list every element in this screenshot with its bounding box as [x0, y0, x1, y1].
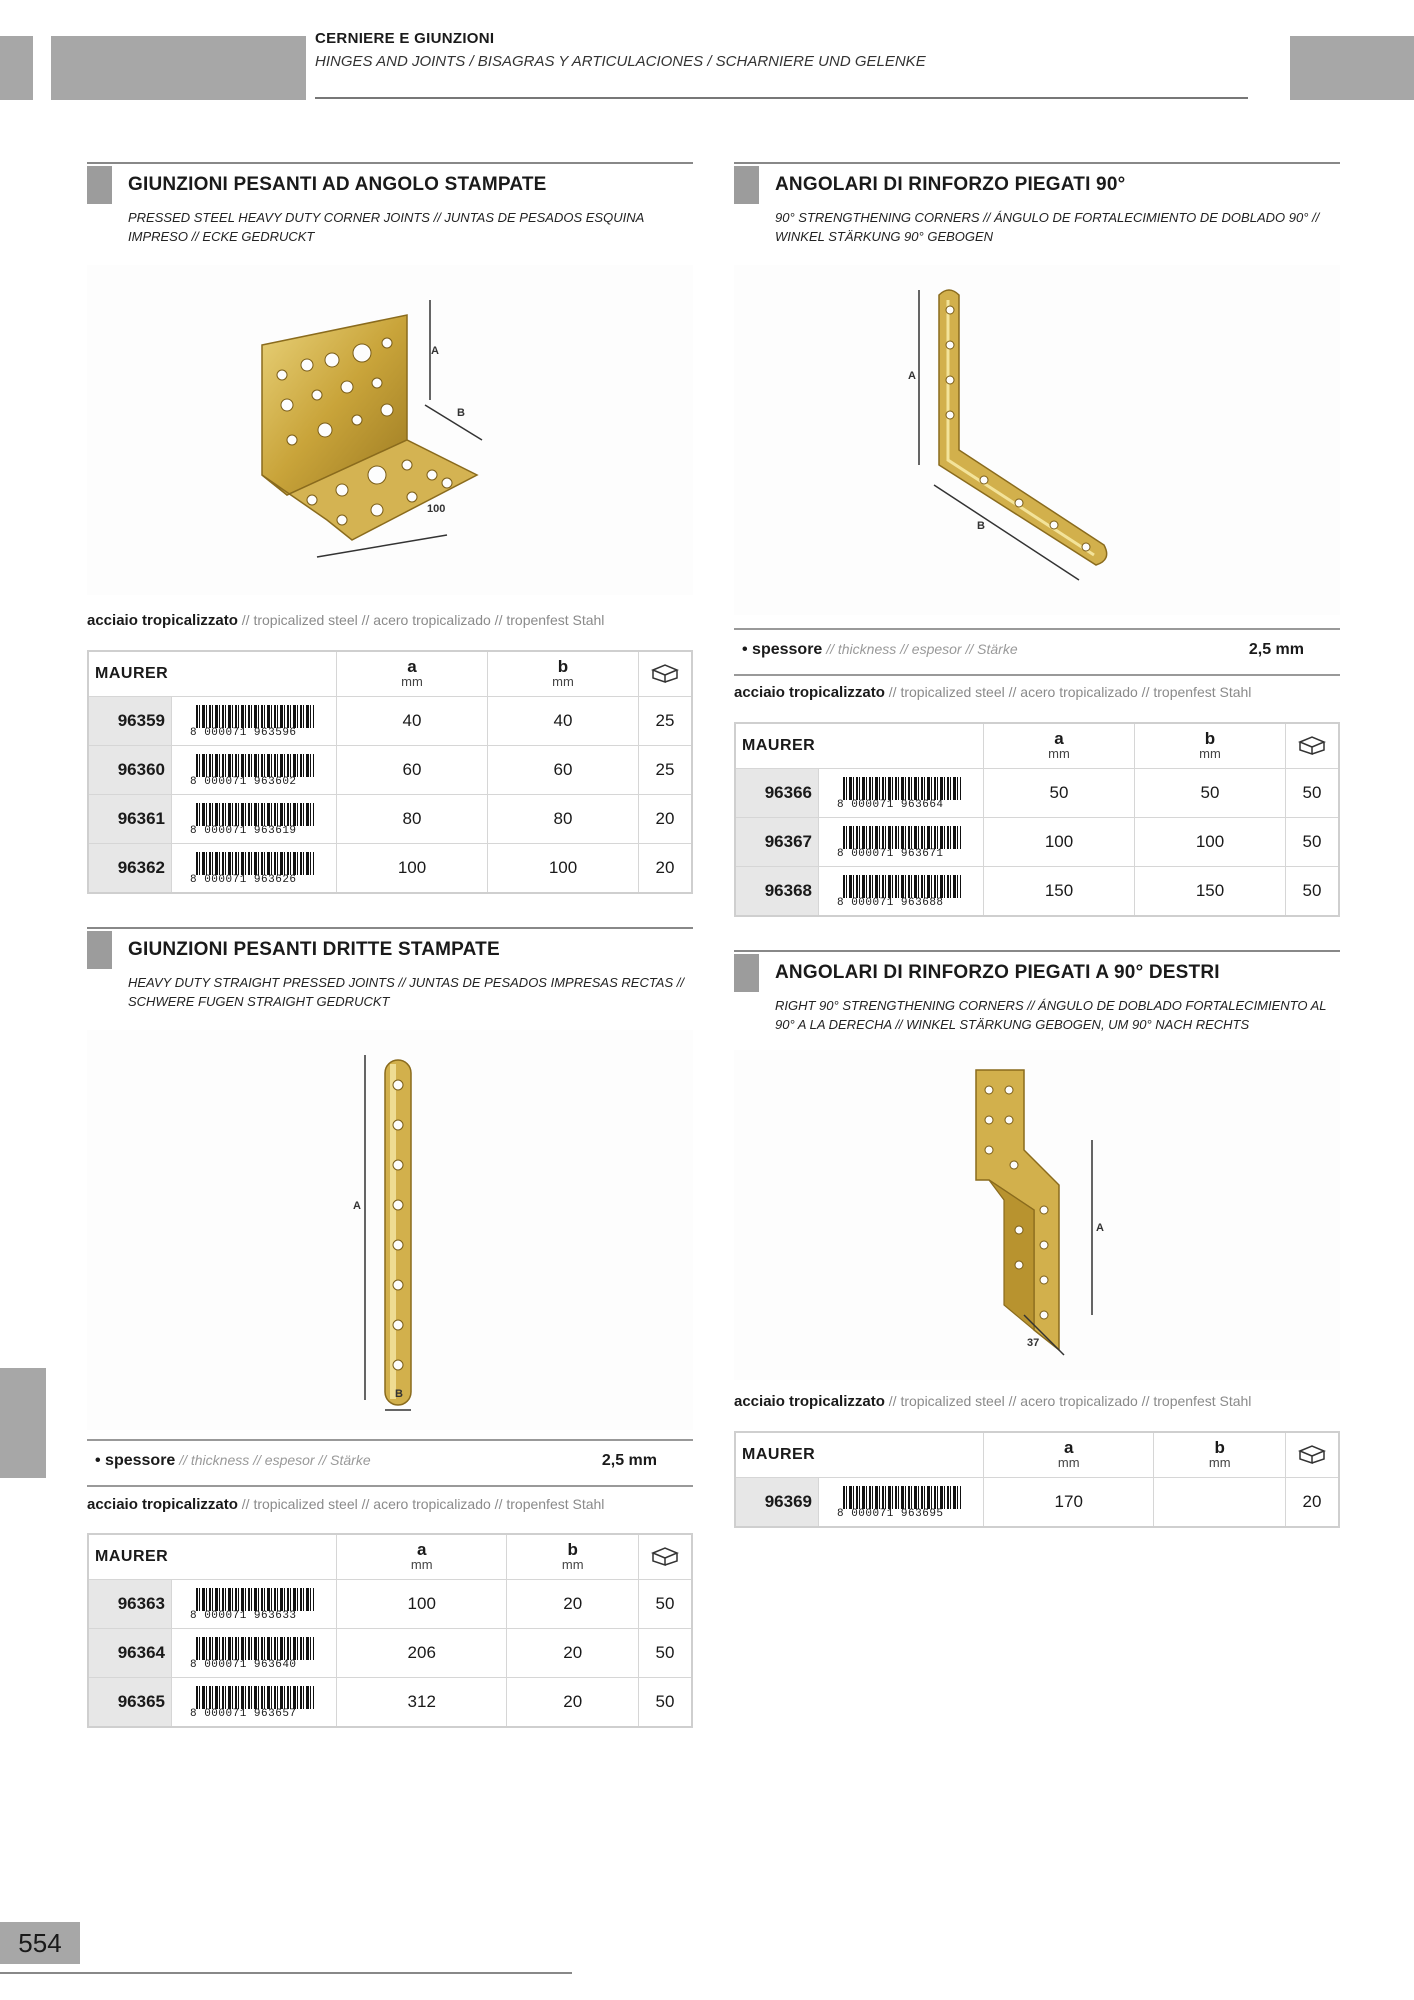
product-code: 96364 — [88, 1629, 172, 1678]
dimension-label-length: 37 — [1027, 1337, 1040, 1349]
pack-qty: 25 — [639, 746, 693, 795]
ean-code: 8 000071 963633 — [190, 1611, 318, 1622]
value-a: 40 — [337, 697, 488, 746]
spec-table-s2 — [734, 722, 1340, 917]
dimension-label-a: A — [431, 345, 439, 357]
section-divider — [87, 927, 693, 929]
barcode — [172, 795, 337, 844]
dimension-label-length: 100 — [427, 503, 446, 515]
value-a: 100 — [337, 1580, 507, 1629]
dimension-label-a: A — [1096, 1222, 1104, 1234]
dimension-label-b: B — [457, 407, 465, 419]
value-b: 100 — [488, 844, 639, 894]
value-b: 40 — [488, 697, 639, 746]
product-code: 96368 — [735, 867, 819, 917]
dimension-label-b: B — [395, 1388, 403, 1400]
table-row — [88, 746, 692, 795]
col-header-a: a mm — [984, 723, 1135, 769]
dimension-label-a: A — [908, 370, 916, 382]
col-header-b: b mm — [1135, 723, 1286, 769]
material-label: acciaio tropicalizzato — [734, 684, 885, 701]
thickness-label: spessore — [752, 641, 823, 658]
product-code: 96366 — [735, 769, 819, 818]
col-header-b: b mm — [488, 651, 639, 697]
product-code: 96359 — [88, 697, 172, 746]
barcode — [819, 867, 984, 917]
page-number: 554 — [0, 1922, 80, 1964]
product-code: 96361 — [88, 795, 172, 844]
box-icon — [1286, 1432, 1340, 1478]
value-b: 60 — [488, 746, 639, 795]
thickness-translations: // thickness // espesor // Stärke — [175, 1452, 371, 1468]
pack-qty: 50 — [639, 1678, 693, 1728]
ean-code: 8 000071 963671 — [837, 849, 965, 860]
material-line — [734, 684, 1251, 701]
section-marker — [734, 166, 759, 204]
value-a: 60 — [337, 746, 488, 795]
value-b: 150 — [1135, 867, 1286, 917]
value-a: 150 — [984, 867, 1135, 917]
header-divider — [315, 97, 1248, 99]
page-header-title: CERNIERE E GIUNZIONI — [315, 30, 495, 47]
ean-code: 8 000071 963664 — [837, 800, 965, 811]
section-divider — [87, 162, 693, 164]
box-icon — [1286, 723, 1340, 769]
table-header-row — [88, 1534, 692, 1580]
col-header-a: a mm — [337, 1534, 507, 1580]
table-row — [88, 1629, 692, 1678]
section-title: ANGOLARI DI RINFORZO PIEGATI A 90° DESTRI — [775, 962, 1220, 983]
table-row — [735, 867, 1339, 917]
page-header-subtitle: HINGES AND JOINTS / BISAGRAS Y ARTICULACIONES / SCHARNIERE UND GELENKE — [315, 53, 926, 70]
product-code: 96365 — [88, 1678, 172, 1728]
ean-code: 8 000071 963695 — [837, 1509, 965, 1520]
section-divider — [734, 162, 1340, 164]
table-row — [735, 818, 1339, 867]
material-line — [87, 1496, 604, 1513]
ean-code: 8 000071 963619 — [190, 826, 318, 837]
col-header-b: b mm — [507, 1534, 639, 1580]
product-image-right-corner — [734, 1050, 1340, 1380]
value-a: 312 — [337, 1678, 507, 1728]
product-code: 96369 — [735, 1478, 819, 1528]
value-b: 20 — [507, 1580, 639, 1629]
pack-qty: 50 — [1286, 867, 1340, 917]
ean-code: 8 000071 963602 — [190, 777, 318, 788]
pack-qty: 50 — [1286, 769, 1340, 818]
dimension-label-a: A — [353, 1200, 361, 1212]
thickness-row: • spessore // thickness // espesor // Stärke 2,5 mm — [734, 628, 1340, 676]
right-tab — [1290, 36, 1414, 100]
spec-table-s1 — [87, 650, 693, 894]
value-b: 20 — [507, 1629, 639, 1678]
table-row — [735, 769, 1339, 818]
value-a: 170 — [984, 1478, 1154, 1528]
spec-table-s3 — [87, 1533, 693, 1728]
value-a: 206 — [337, 1629, 507, 1678]
product-code: 96363 — [88, 1580, 172, 1629]
table-row — [88, 697, 692, 746]
section-subtitle: RIGHT 90° STRENGTHENING CORNERS // ÁNGULO DE DOBLADO FORTALECIMIENTO AL 90° A LA DERECHA // WINKEL STÄRKUNG GEBOGEN, UM 90° NACH RECHTS — [775, 998, 1327, 1032]
brand-logo: MAURER — [88, 1534, 337, 1580]
product-code: 96367 — [735, 818, 819, 867]
brand-logo: MAURER — [735, 723, 984, 769]
barcode — [819, 818, 984, 867]
thickness-value: 2,5 mm — [601, 1452, 657, 1469]
barcode — [172, 697, 337, 746]
product-code: 96362 — [88, 844, 172, 894]
value-a: 50 — [984, 769, 1135, 818]
ean-code: 8 000071 963596 — [190, 728, 318, 739]
col-header-b: b mm — [1154, 1432, 1286, 1478]
barcode — [172, 1629, 337, 1678]
product-image-straight-joint — [87, 1030, 693, 1430]
value-b: 80 — [488, 795, 639, 844]
material-translations: // tropicalized steel // acero tropicalizado // tropenfest Stahl — [237, 612, 605, 628]
material-label: acciaio tropicalizzato — [87, 612, 238, 629]
material-translations: // tropicalized steel // acero tropicalizado // tropenfest Stahl — [884, 684, 1252, 700]
section-subtitle: 90° STRENGTHENING CORNERS // ÁNGULO DE FORTALECIMIENTO DE DOBLADO 90° // WINKEL STÄRKUNG 90° GEBOGEN — [775, 210, 1320, 244]
thickness-value: 2,5 mm — [1248, 641, 1304, 658]
box-icon — [639, 651, 693, 697]
section-marker — [734, 954, 759, 992]
col-header-a: a mm — [984, 1432, 1154, 1478]
barcode — [172, 844, 337, 894]
value-b: 100 — [1135, 818, 1286, 867]
material-label: acciaio tropicalizzato — [87, 1496, 238, 1513]
footer-divider — [0, 1972, 572, 1974]
product-image-corner-joint — [87, 265, 693, 595]
thickness-translations: // thickness // espesor // Stärke — [822, 641, 1018, 657]
brand-logo: MAURER — [88, 651, 337, 697]
section-subtitle: PRESSED STEEL HEAVY DUTY CORNER JOINTS // JUNTAS DE PESADOS ESQUINA IMPRESO // ECKE GEDRUCKT — [128, 210, 644, 244]
table-header-row — [735, 1432, 1339, 1478]
section-subtitle: HEAVY DUTY STRAIGHT PRESSED JOINTS // JUNTAS DE PESADOS IMPRESAS RECTAS // SCHWERE FUGEN STRAIGHT GEDRUCKT — [128, 975, 684, 1009]
value-b: 20 — [507, 1678, 639, 1728]
ean-code: 8 000071 963640 — [190, 1660, 318, 1671]
section-title: GIUNZIONI PESANTI DRITTE STAMPATE — [128, 939, 500, 960]
section-marker — [87, 166, 112, 204]
value-b — [1154, 1478, 1286, 1528]
pack-qty: 20 — [639, 844, 693, 894]
box-icon — [639, 1534, 693, 1580]
table-row — [88, 844, 692, 894]
pack-qty: 50 — [1286, 818, 1340, 867]
product-image-strengthening-corner — [734, 265, 1340, 615]
header-tab — [51, 36, 306, 100]
pack-qty: 50 — [639, 1629, 693, 1678]
table-row — [88, 795, 692, 844]
table-row — [88, 1678, 692, 1728]
col-header-a: a mm — [337, 651, 488, 697]
material-line — [87, 612, 604, 629]
section-marker — [87, 931, 112, 969]
ean-code: 8 000071 963688 — [837, 898, 965, 909]
section-title: ANGOLARI DI RINFORZO PIEGATI 90° — [775, 174, 1126, 195]
product-code: 96360 — [88, 746, 172, 795]
material-translations: // tropicalized steel // acero tropicalizado // tropenfest Stahl — [237, 1496, 605, 1512]
barcode — [819, 1478, 984, 1528]
ean-code: 8 000071 963657 — [190, 1709, 318, 1720]
table-header-row — [88, 651, 692, 697]
table-row — [735, 1478, 1339, 1528]
table-row — [88, 1580, 692, 1629]
pack-qty: 20 — [1286, 1478, 1340, 1528]
barcode — [172, 746, 337, 795]
barcode — [819, 769, 984, 818]
barcode — [172, 1580, 337, 1629]
value-b: 50 — [1135, 769, 1286, 818]
brand-logo: MAURER — [735, 1432, 984, 1478]
section-title: GIUNZIONI PESANTI AD ANGOLO STAMPATE — [128, 174, 547, 195]
pack-qty: 25 — [639, 697, 693, 746]
spec-table-s4 — [734, 1431, 1340, 1528]
material-label: acciaio tropicalizzato — [734, 1393, 885, 1410]
value-a: 100 — [337, 844, 488, 894]
thickness-row: • spessore // thickness // espesor // Stärke 2,5 mm — [87, 1439, 693, 1487]
dimension-label-b: B — [977, 520, 985, 532]
ean-code: 8 000071 963626 — [190, 875, 318, 886]
pack-qty: 20 — [639, 795, 693, 844]
table-header-row — [735, 723, 1339, 769]
side-thumb-tab — [0, 1368, 46, 1478]
material-line — [734, 1393, 1251, 1410]
left-tab — [0, 36, 33, 100]
section-divider — [734, 950, 1340, 952]
thickness-label: spessore — [105, 1452, 176, 1469]
material-translations: // tropicalized steel // acero tropicalizado // tropenfest Stahl — [884, 1393, 1252, 1409]
pack-qty: 50 — [639, 1580, 693, 1629]
barcode — [172, 1678, 337, 1728]
value-a: 80 — [337, 795, 488, 844]
value-a: 100 — [984, 818, 1135, 867]
